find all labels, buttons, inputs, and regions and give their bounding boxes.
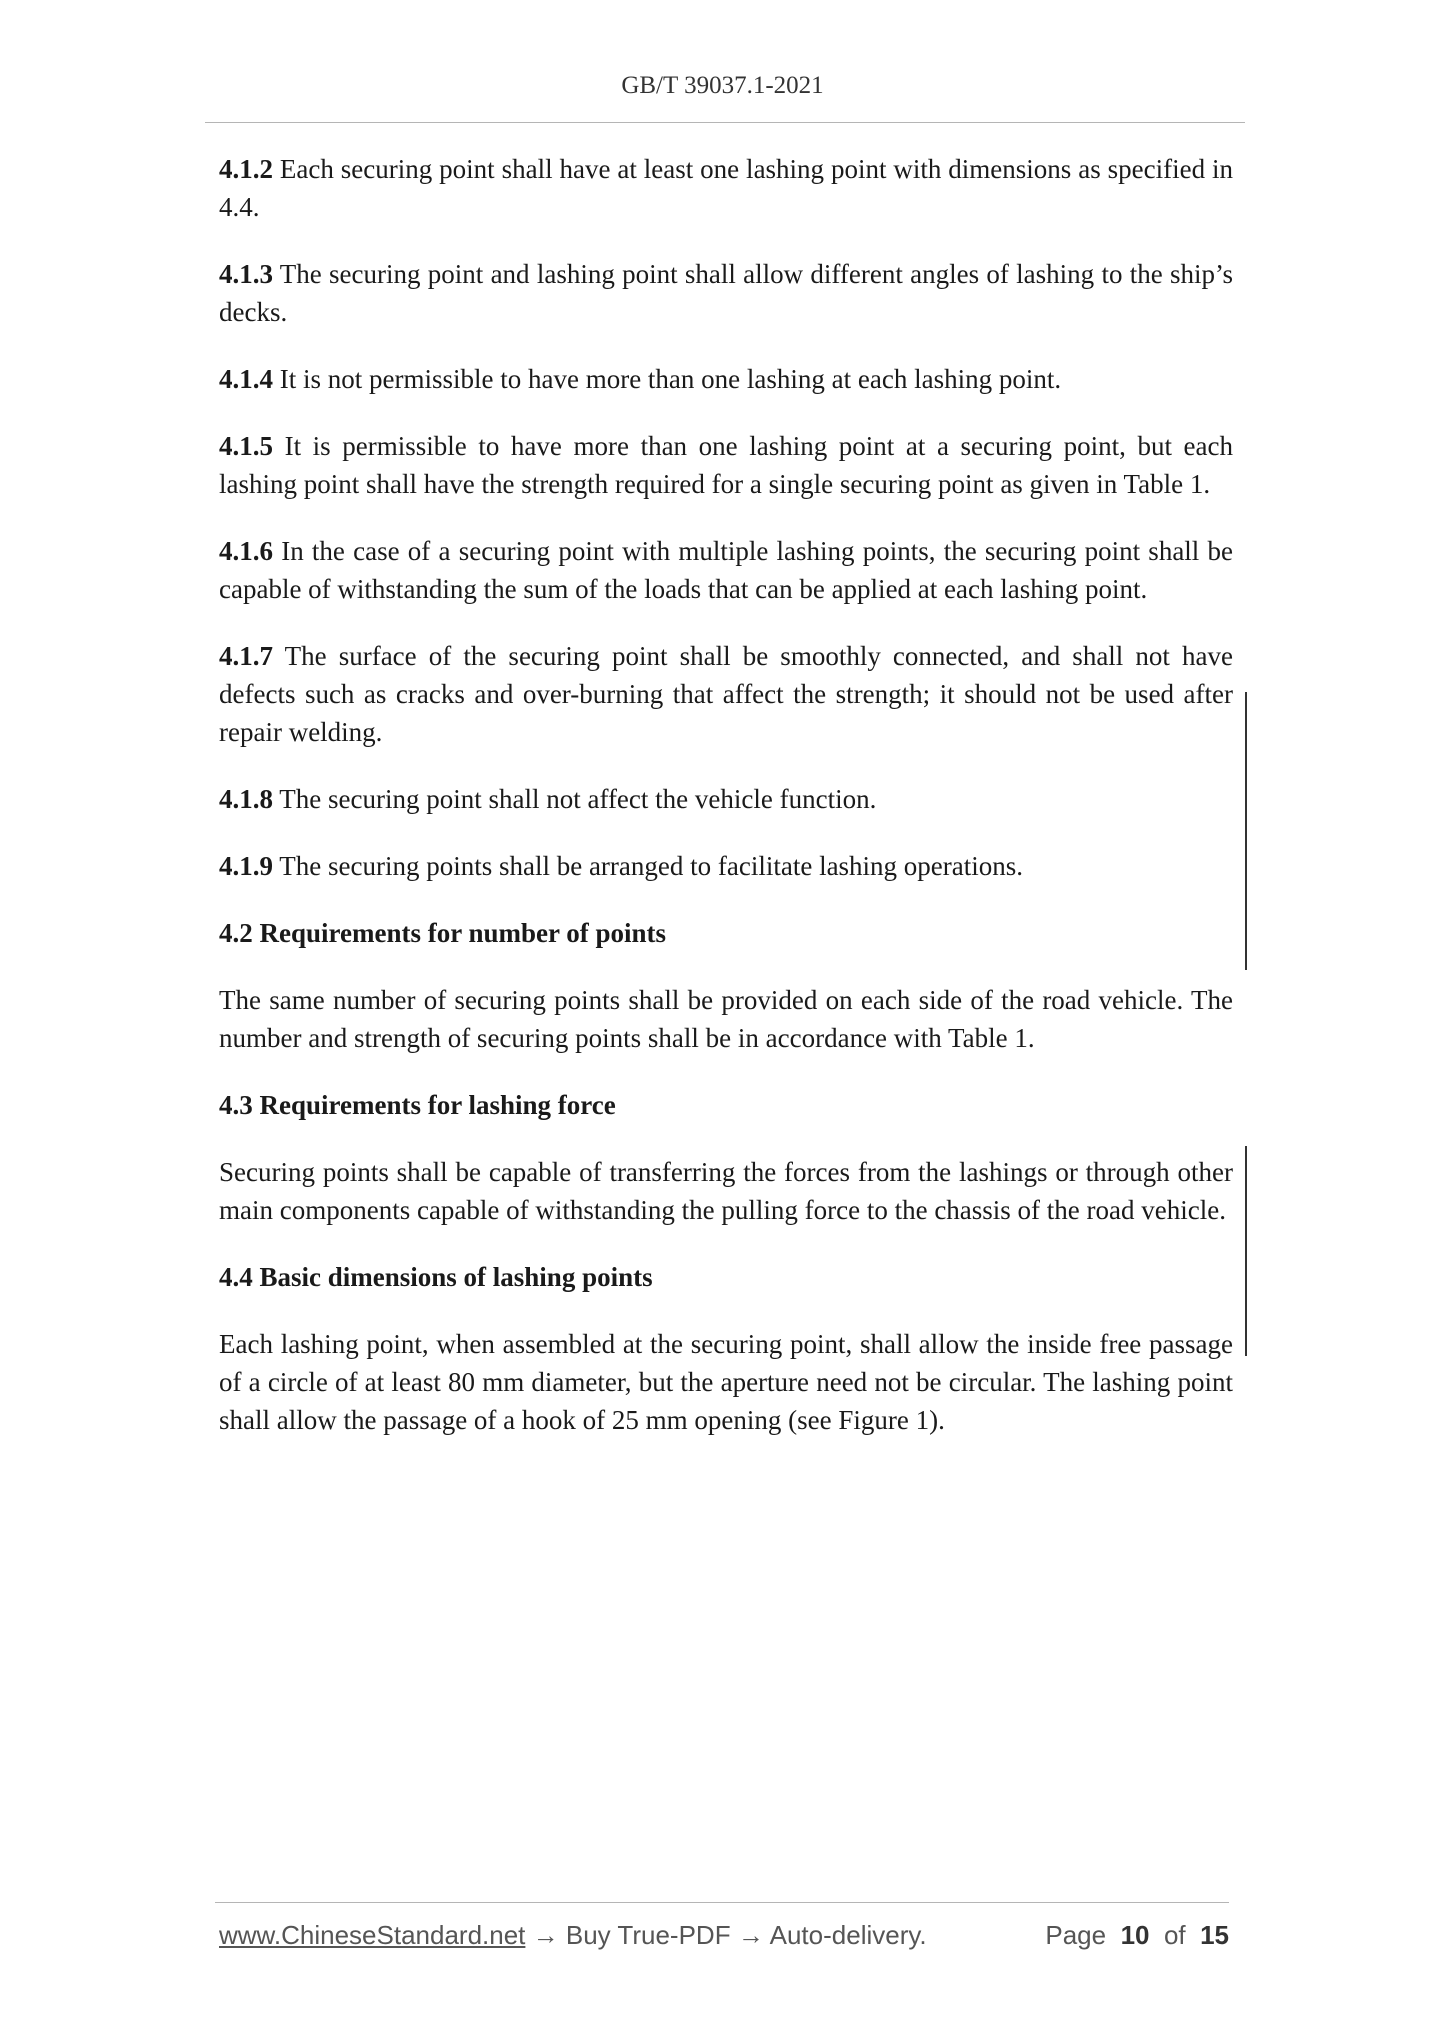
section-text-4-2: The same number of securing points shall be provided on each side of the road vehicle. The number and strength of securing points shall be in accordance with Table 1. <box>219 985 1233 1053</box>
current-page: 10 <box>1120 1920 1150 1950</box>
clause-4-1-5 <box>219 427 1233 503</box>
document-body <box>219 150 1233 1468</box>
clause-text: In the case of a securing point with multiple lashing points, the securing point shall be capable of withstanding the sum of the loads that can be applied at each lashing point. <box>219 536 1233 604</box>
clause-text: It is permissible to have more than one lashing point at a securing point, but each lashing point shall have the strength required for a single securing point as given in Table 1. <box>219 431 1233 499</box>
page-footer <box>219 1920 1229 1960</box>
page-number <box>1045 1920 1229 1951</box>
clause-number: 4.1.4 <box>219 364 273 394</box>
clause-text: The securing points shall be arranged to facilitate lashing operations. <box>273 851 1024 881</box>
clause-4-1-7 <box>219 637 1233 751</box>
website-link[interactable]: www.ChineseStandard.net <box>219 1920 526 1950</box>
clause-text: The surface of the securing point shall be smoothly connected, and shall not have defects such as cracks and over-burning that affect the strength; it should not be used after repair welding. <box>219 641 1233 747</box>
clause-number: 4.1.8 <box>219 784 273 814</box>
clause-number: 4.1.5 <box>219 431 273 461</box>
clause-number: 4.1.3 <box>219 259 273 289</box>
auto-delivery-text: Auto-delivery. <box>769 1920 927 1950</box>
page-label: Page <box>1045 1920 1107 1950</box>
clause-4-1-4 <box>219 360 1233 398</box>
clause-4-1-3 <box>219 255 1233 331</box>
footer-divider <box>215 1902 1229 1903</box>
clause-4-1-8 <box>219 780 1233 818</box>
buy-pdf-text: Buy True-PDF <box>565 1920 731 1950</box>
page-header-title: GB/T 39037.1-2021 <box>621 72 824 99</box>
clause-number: 4.1.7 <box>219 641 273 671</box>
section-heading-4-2: 4.2 Requirements for number of points <box>219 918 667 948</box>
section-heading-4-4: 4.4 Basic dimensions of lashing points <box>219 1262 653 1292</box>
revision-change-bar <box>1245 692 1247 970</box>
clause-text: Each securing point shall have at least one lashing point with dimensions as specified in 4.4. <box>219 154 1233 222</box>
arrow-right-icon: → <box>532 1920 559 1950</box>
clause-4-1-9 <box>219 847 1233 885</box>
total-pages: 15 <box>1200 1920 1229 1950</box>
clause-number: 4.1.2 <box>219 154 273 184</box>
page-of-label: of <box>1163 1920 1186 1950</box>
clause-number: 4.1.9 <box>219 851 273 881</box>
revision-change-bar <box>1245 1146 1247 1356</box>
clause-text: It is not permissible to have more than one lashing at each lashing point. <box>273 364 1062 394</box>
section-text-4-4: Each lashing point, when assembled at the securing point, shall allow the inside free passage of a circle of at least 80 mm diameter, but the aperture need not be circular. The lashing point shall allow the passage of a hook of 25 mm opening (see Figure 1). <box>219 1329 1233 1435</box>
section-text-4-3: Securing points shall be capable of transferring the forces from the lashings or through other main components capable of withstanding the pulling force to the chassis of the road vehicle. <box>219 1157 1233 1225</box>
clause-number: 4.1.6 <box>219 536 273 566</box>
arrow-right-icon: → <box>737 1920 764 1950</box>
header-divider <box>205 122 1245 123</box>
footer-promo <box>219 1920 927 1951</box>
clause-text: The securing point and lashing point shall allow different angles of lashing to the ship’s decks. <box>219 259 1233 327</box>
clause-4-1-2 <box>219 150 1233 226</box>
clause-4-1-6 <box>219 532 1233 608</box>
section-heading-4-3: 4.3 Requirements for lashing force <box>219 1090 616 1120</box>
clause-text: The securing point shall not affect the vehicle function. <box>273 784 877 814</box>
